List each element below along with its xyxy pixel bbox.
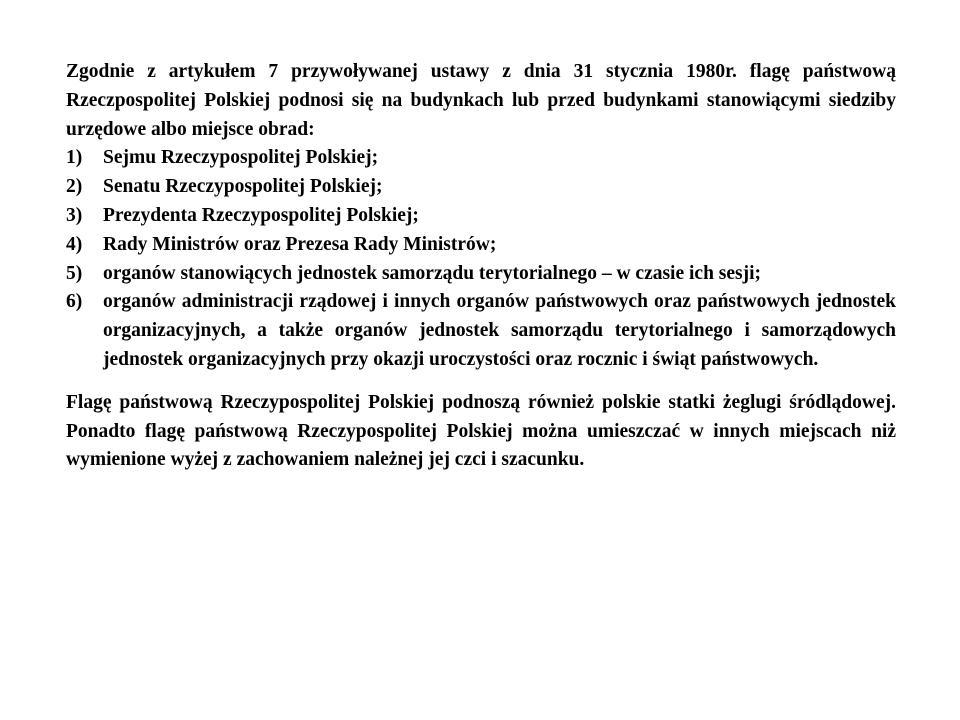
list-item-text: organów administracji rządowej i innych organów państwowych oraz państwowych jednostek organizacyjnych, a także organów jednostek samorządu terytorialnego i samorządowych jednostek organizacyjnych przy okazji uroczystości oraz rocznic i świąt państwowych. <box>103 291 896 370</box>
list-item-number: 3) <box>66 204 83 226</box>
list-item-number: 4) <box>66 233 83 255</box>
list-item-text: Senatu Rzeczypospolitej Polskiej; <box>103 176 383 198</box>
list-item <box>66 173 896 202</box>
list-item-number: 1) <box>66 147 83 169</box>
intro-paragraph: Zgodnie z artykułem 7 przywoływanej ustawy z dnia 31 stycznia 1980r. flagę państwową Rzeczpospolitej Polskiej podnosi się na budynkach lub przed budynkami stanowiącymi siedziby urzędowe albo miejsce obrad: <box>66 61 896 140</box>
list-item-text: organów stanowiących jednostek samorządu terytorialnego – w czasie ich sesji; <box>103 262 762 284</box>
list-item-number: 5) <box>66 262 83 284</box>
list-item <box>66 231 896 260</box>
list-item-text: Rady Ministrów oraz Prezesa Rady Ministrów; <box>103 233 497 255</box>
list-item-number: 2) <box>66 176 83 198</box>
slide-content <box>66 58 896 475</box>
list-item-text: Prezydenta Rzeczypospolitej Polskiej; <box>103 204 419 226</box>
closing-paragraph: Flagę państwową Rzeczypospolitej Polskiej podnoszą również polskie statki żeglugi śródlądowej. Ponadto flagę państwową Rzeczypospolitej Polskiej można umieszczać w innych miejscach niż wymienione wyżej z zachowaniem należnej jej czci i szacunku. <box>66 391 896 471</box>
list-item <box>66 202 896 231</box>
institution-list <box>66 144 896 374</box>
list-item <box>66 260 896 289</box>
list-item <box>66 144 896 173</box>
list-item-text: Sejmu Rzeczypospolitej Polskiej; <box>103 147 379 169</box>
list-item <box>66 288 896 374</box>
list-item-number: 6) <box>66 291 83 313</box>
